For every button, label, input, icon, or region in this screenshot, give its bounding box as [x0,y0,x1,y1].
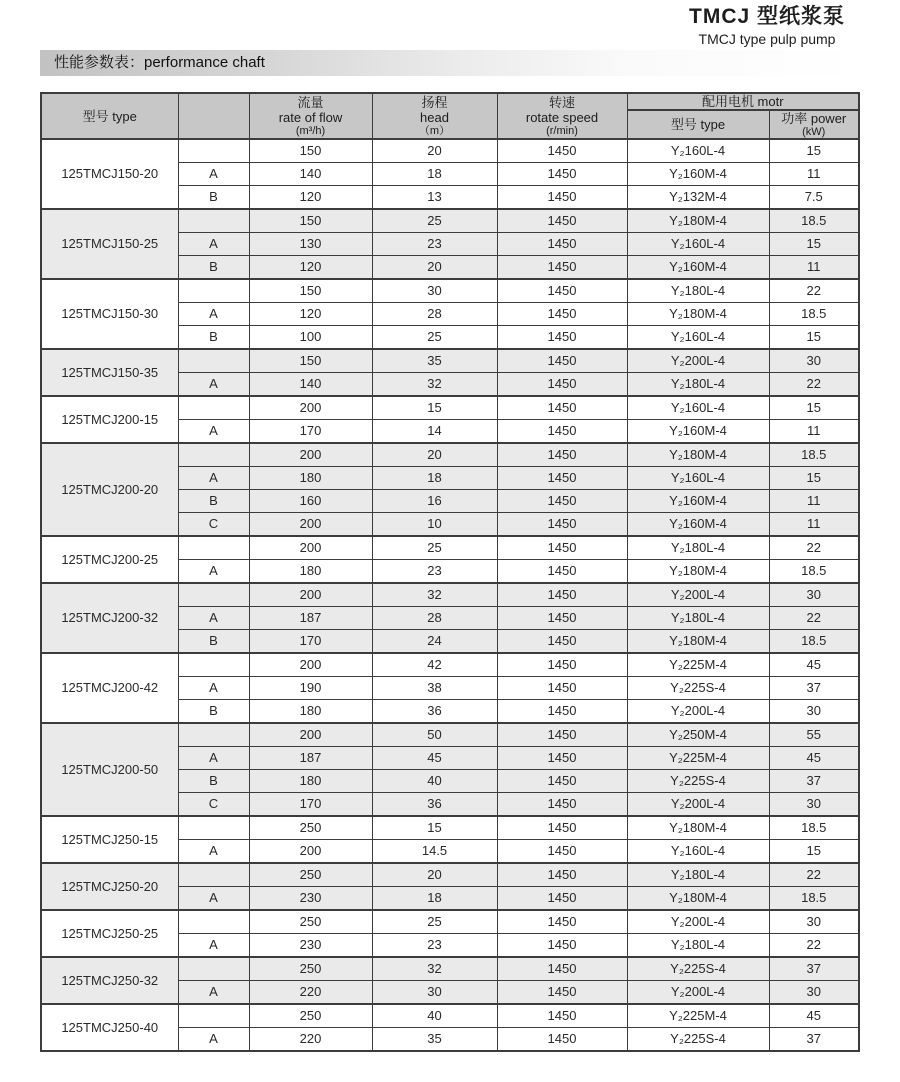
head-cell: 36 [372,700,497,724]
power-cell: 37 [769,957,859,981]
table-row [41,816,859,840]
motor-model-cell: Y₂200L-4 [627,583,769,607]
head-cell: 15 [372,396,497,420]
variant-cell: A [178,607,249,630]
flow-cell: 230 [249,887,372,911]
variant-cell: A [178,560,249,584]
flow-cell: 250 [249,1004,372,1028]
header-speed [497,93,627,139]
variant-cell: A [178,981,249,1005]
speed-cell: 1450 [497,840,627,864]
header-motor-group-label: 配用电机 motr [701,94,784,109]
head-cell: 32 [372,583,497,607]
variant-cell: A [178,1028,249,1052]
speed-cell: 1450 [497,560,627,584]
speed-cell: 1450 [497,677,627,700]
speed-cell: 1450 [497,957,627,981]
speed-cell: 1450 [497,700,627,724]
header-motor-group [627,93,859,110]
header-speed-en: rotate speed [525,110,599,125]
power-cell: 11 [769,490,859,513]
motor-model-cell: Y₂180L-4 [627,607,769,630]
motor-model-cell: Y₂160L-4 [627,233,769,256]
flow-cell: 150 [249,139,372,163]
motor-model-cell: Y₂160M-4 [627,513,769,537]
speed-cell: 1450 [497,513,627,537]
model-cell: 125TMCJ200-25 [41,536,178,583]
speed-cell: 1450 [497,863,627,887]
speed-cell: 1450 [497,770,627,793]
header-flow-unit: (m³/h) [295,125,326,137]
table-row [41,723,859,747]
variant-cell: A [178,840,249,864]
head-cell: 30 [372,279,497,303]
flow-cell: 220 [249,1028,372,1052]
variant-cell: C [178,793,249,817]
motor-model-cell: Y₂180M-4 [627,303,769,326]
motor-model-cell: Y₂160M-4 [627,490,769,513]
speed-cell: 1450 [497,349,627,373]
power-cell: 37 [769,770,859,793]
speed-cell: 1450 [497,910,627,934]
variant-cell: A [178,677,249,700]
speed-cell: 1450 [497,209,627,233]
power-cell: 18.5 [769,887,859,911]
variant-cell: A [178,420,249,444]
header-head-unit: （m） [418,125,451,137]
flow-cell: 170 [249,793,372,817]
power-cell: 11 [769,256,859,280]
motor-model-cell: Y₂180L-4 [627,536,769,560]
speed-cell: 1450 [497,396,627,420]
power-cell: 30 [769,981,859,1005]
power-cell: 18.5 [769,816,859,840]
motor-model-cell: Y₂160M-4 [627,256,769,280]
variant-cell [178,279,249,303]
motor-model-cell: Y₂160M-4 [627,420,769,444]
power-cell: 45 [769,653,859,677]
variant-cell [178,816,249,840]
flow-cell: 150 [249,349,372,373]
flow-cell: 180 [249,467,372,490]
header-flow [249,93,372,139]
model-cell: 125TMCJ150-35 [41,349,178,396]
head-cell: 45 [372,747,497,770]
table-row [41,910,859,934]
motor-model-cell: Y₂132M-4 [627,186,769,210]
motor-model-cell: Y₂180M-4 [627,816,769,840]
speed-cell: 1450 [497,443,627,467]
power-cell: 18.5 [769,209,859,233]
table-row [41,957,859,981]
flow-cell: 200 [249,723,372,747]
motor-model-cell: Y₂200L-4 [627,981,769,1005]
power-cell: 30 [769,349,859,373]
speed-cell: 1450 [497,723,627,747]
speed-cell: 1450 [497,279,627,303]
flow-cell: 250 [249,957,372,981]
speed-cell: 1450 [497,1028,627,1052]
variant-cell: C [178,513,249,537]
header-head [372,93,497,139]
variant-cell [178,863,249,887]
motor-model-cell: Y₂225M-4 [627,1004,769,1028]
head-cell: 28 [372,607,497,630]
flow-cell: 140 [249,163,372,186]
model-cell: 125TMCJ150-30 [41,279,178,349]
head-cell: 35 [372,1028,497,1052]
head-cell: 32 [372,373,497,397]
flow-cell: 250 [249,816,372,840]
variant-cell [178,957,249,981]
head-cell: 28 [372,303,497,326]
table-row [41,583,859,607]
power-cell: 15 [769,467,859,490]
motor-model-cell: Y₂225S-4 [627,677,769,700]
flow-cell: 250 [249,910,372,934]
motor-model-cell: Y₂180L-4 [627,373,769,397]
variant-cell: A [178,233,249,256]
head-cell: 18 [372,887,497,911]
power-cell: 30 [769,793,859,817]
table-row [41,279,859,303]
power-cell: 11 [769,420,859,444]
flow-cell: 100 [249,326,372,350]
power-cell: 18.5 [769,630,859,654]
speed-cell: 1450 [497,326,627,350]
variant-cell: B [178,630,249,654]
flow-cell: 230 [249,934,372,958]
header-flow-zh: 流量 [297,95,324,110]
power-cell: 7.5 [769,186,859,210]
flow-cell: 160 [249,490,372,513]
motor-model-cell: Y₂200L-4 [627,700,769,724]
variant-cell: B [178,256,249,280]
speed-cell: 1450 [497,747,627,770]
head-cell: 25 [372,536,497,560]
model-cell: 125TMCJ200-15 [41,396,178,443]
motor-model-cell: Y₂160L-4 [627,840,769,864]
variant-cell: B [178,490,249,513]
section-header-bar [40,50,860,76]
power-cell: 22 [769,536,859,560]
head-cell: 18 [372,163,497,186]
flow-cell: 180 [249,700,372,724]
model-cell: 125TMCJ150-20 [41,139,178,209]
speed-cell: 1450 [497,163,627,186]
speed-cell: 1450 [497,373,627,397]
head-cell: 23 [372,233,497,256]
speed-cell: 1450 [497,233,627,256]
power-cell: 37 [769,1028,859,1052]
power-cell: 15 [769,233,859,256]
flow-cell: 200 [249,536,372,560]
motor-model-cell: Y₂180M-4 [627,443,769,467]
variant-cell [178,396,249,420]
motor-model-cell: Y₂200L-4 [627,910,769,934]
head-cell: 20 [372,139,497,163]
flow-cell: 250 [249,863,372,887]
motor-model-cell: Y₂160L-4 [627,326,769,350]
table-row [41,863,859,887]
power-cell: 30 [769,910,859,934]
flow-cell: 170 [249,630,372,654]
flow-cell: 150 [249,279,372,303]
speed-cell: 1450 [497,186,627,210]
header-motor-model [627,110,769,139]
flow-cell: 200 [249,840,372,864]
head-cell: 24 [372,630,497,654]
motor-model-cell: Y₂225S-4 [627,770,769,793]
motor-model-cell: Y₂160L-4 [627,467,769,490]
motor-model-cell: Y₂250M-4 [627,723,769,747]
flow-cell: 180 [249,770,372,793]
speed-cell: 1450 [497,981,627,1005]
motor-model-cell: Y₂225S-4 [627,1028,769,1052]
head-cell: 23 [372,560,497,584]
table-header [41,93,859,139]
table-row [41,536,859,560]
model-cell: 125TMCJ250-40 [41,1004,178,1051]
speed-cell: 1450 [497,536,627,560]
variant-cell: A [178,747,249,770]
power-cell: 22 [769,934,859,958]
header-motor-model-label: 型号 type [670,117,726,132]
header-head-zh: 扬程 [421,95,448,110]
motor-model-cell: Y₂225S-4 [627,957,769,981]
variant-cell: A [178,163,249,186]
header-motor-power [769,110,859,139]
model-cell: 125TMCJ250-25 [41,910,178,957]
header-speed-zh: 转速 [548,95,575,110]
table-row [41,653,859,677]
motor-model-cell: Y₂180L-4 [627,279,769,303]
power-cell: 15 [769,139,859,163]
motor-model-cell: Y₂180M-4 [627,887,769,911]
variant-cell [178,1004,249,1028]
variant-cell [178,443,249,467]
head-cell: 40 [372,770,497,793]
head-cell: 16 [372,490,497,513]
model-cell: 125TMCJ200-50 [41,723,178,816]
power-cell: 45 [769,747,859,770]
flow-cell: 187 [249,747,372,770]
head-cell: 42 [372,653,497,677]
variant-cell [178,536,249,560]
variant-cell: B [178,326,249,350]
power-cell: 22 [769,279,859,303]
model-cell: 125TMCJ200-20 [41,443,178,536]
header-motor-power-unit: (kW) [802,126,826,138]
speed-cell: 1450 [497,607,627,630]
flow-cell: 120 [249,256,372,280]
header-model [41,93,178,139]
model-cell: 125TMCJ250-15 [41,816,178,863]
head-cell: 14 [372,420,497,444]
power-cell: 30 [769,700,859,724]
speed-cell: 1450 [497,887,627,911]
speed-cell: 1450 [497,630,627,654]
power-cell: 22 [769,863,859,887]
variant-cell: A [178,373,249,397]
table-row [41,349,859,373]
motor-model-cell: Y₂180M-4 [627,209,769,233]
variant-cell [178,723,249,747]
head-cell: 18 [372,467,497,490]
table-row [41,1004,859,1028]
speed-cell: 1450 [497,139,627,163]
page-title-zh: TMCJ 型纸浆泵 [689,5,845,28]
flow-cell: 200 [249,443,372,467]
flow-cell: 200 [249,513,372,537]
header-flow-en: rate of flow [278,110,343,125]
power-cell: 11 [769,163,859,186]
head-cell: 25 [372,910,497,934]
power-cell: 55 [769,723,859,747]
variant-cell [178,583,249,607]
power-cell: 37 [769,677,859,700]
header-speed-unit: (r/min) [546,125,578,137]
speed-cell: 1450 [497,1004,627,1028]
table-body [41,139,859,1051]
speed-cell: 1450 [497,934,627,958]
flow-cell: 200 [249,396,372,420]
variant-cell: A [178,303,249,326]
power-cell: 15 [769,326,859,350]
head-cell: 40 [372,1004,497,1028]
model-cell: 125TMCJ200-32 [41,583,178,653]
table-row [41,209,859,233]
header-head-en: head [420,110,449,125]
motor-model-cell: Y₂160L-4 [627,396,769,420]
flow-cell: 170 [249,420,372,444]
variant-cell: B [178,770,249,793]
motor-model-cell: Y₂225M-4 [627,653,769,677]
motor-model-cell: Y₂200L-4 [627,793,769,817]
motor-model-cell: Y₂160L-4 [627,139,769,163]
head-cell: 10 [372,513,497,537]
variant-cell [178,910,249,934]
head-cell: 38 [372,677,497,700]
flow-cell: 150 [249,209,372,233]
power-cell: 18.5 [769,560,859,584]
variant-cell: B [178,186,249,210]
flow-cell: 120 [249,303,372,326]
motor-model-cell: Y₂200L-4 [627,349,769,373]
power-cell: 18.5 [769,303,859,326]
page-title-block [689,3,845,48]
power-cell: 11 [769,513,859,537]
head-cell: 35 [372,349,497,373]
head-cell: 20 [372,256,497,280]
header-variant [178,93,249,139]
flow-cell: 200 [249,583,372,607]
power-cell: 22 [769,607,859,630]
performance-table [40,92,860,1052]
motor-model-cell: Y₂180L-4 [627,934,769,958]
motor-model-cell: Y₂160M-4 [627,163,769,186]
head-cell: 15 [372,816,497,840]
speed-cell: 1450 [497,256,627,280]
variant-cell [178,349,249,373]
motor-model-cell: Y₂180L-4 [627,863,769,887]
model-cell: 125TMCJ200-42 [41,653,178,723]
flow-cell: 220 [249,981,372,1005]
head-cell: 30 [372,981,497,1005]
speed-cell: 1450 [497,467,627,490]
section-header-label: 性能参数表：performance chaft [54,54,265,71]
variant-cell: A [178,887,249,911]
variant-cell: B [178,700,249,724]
flow-cell: 120 [249,186,372,210]
head-cell: 14.5 [372,840,497,864]
speed-cell: 1450 [497,303,627,326]
power-cell: 22 [769,373,859,397]
motor-model-cell: Y₂180M-4 [627,630,769,654]
variant-cell: A [178,934,249,958]
variant-cell [178,653,249,677]
model-cell: 125TMCJ250-20 [41,863,178,910]
head-cell: 23 [372,934,497,958]
speed-cell: 1450 [497,490,627,513]
motor-model-cell: Y₂180M-4 [627,560,769,584]
head-cell: 32 [372,957,497,981]
table-row [41,443,859,467]
model-cell: 125TMCJ150-25 [41,209,178,279]
table-row [41,396,859,420]
variant-cell: A [178,467,249,490]
model-cell: 125TMCJ250-32 [41,957,178,1004]
speed-cell: 1450 [497,420,627,444]
motor-model-cell: Y₂225M-4 [627,747,769,770]
head-cell: 25 [372,326,497,350]
speed-cell: 1450 [497,816,627,840]
table-row [41,139,859,163]
head-cell: 25 [372,209,497,233]
speed-cell: 1450 [497,583,627,607]
flow-cell: 187 [249,607,372,630]
head-cell: 20 [372,863,497,887]
page-title-en: TMCJ type pulp pump [698,31,836,47]
head-cell: 36 [372,793,497,817]
power-cell: 45 [769,1004,859,1028]
flow-cell: 130 [249,233,372,256]
power-cell: 15 [769,840,859,864]
head-cell: 20 [372,443,497,467]
power-cell: 15 [769,396,859,420]
power-cell: 18.5 [769,443,859,467]
head-cell: 13 [372,186,497,210]
header-model-label: 型号 type [82,108,137,124]
variant-cell [178,209,249,233]
speed-cell: 1450 [497,793,627,817]
power-cell: 30 [769,583,859,607]
flow-cell: 190 [249,677,372,700]
flow-cell: 180 [249,560,372,584]
speed-cell: 1450 [497,653,627,677]
flow-cell: 140 [249,373,372,397]
head-cell: 50 [372,723,497,747]
variant-cell [178,139,249,163]
header-motor-power-label: 功率 power [781,111,847,126]
flow-cell: 200 [249,653,372,677]
